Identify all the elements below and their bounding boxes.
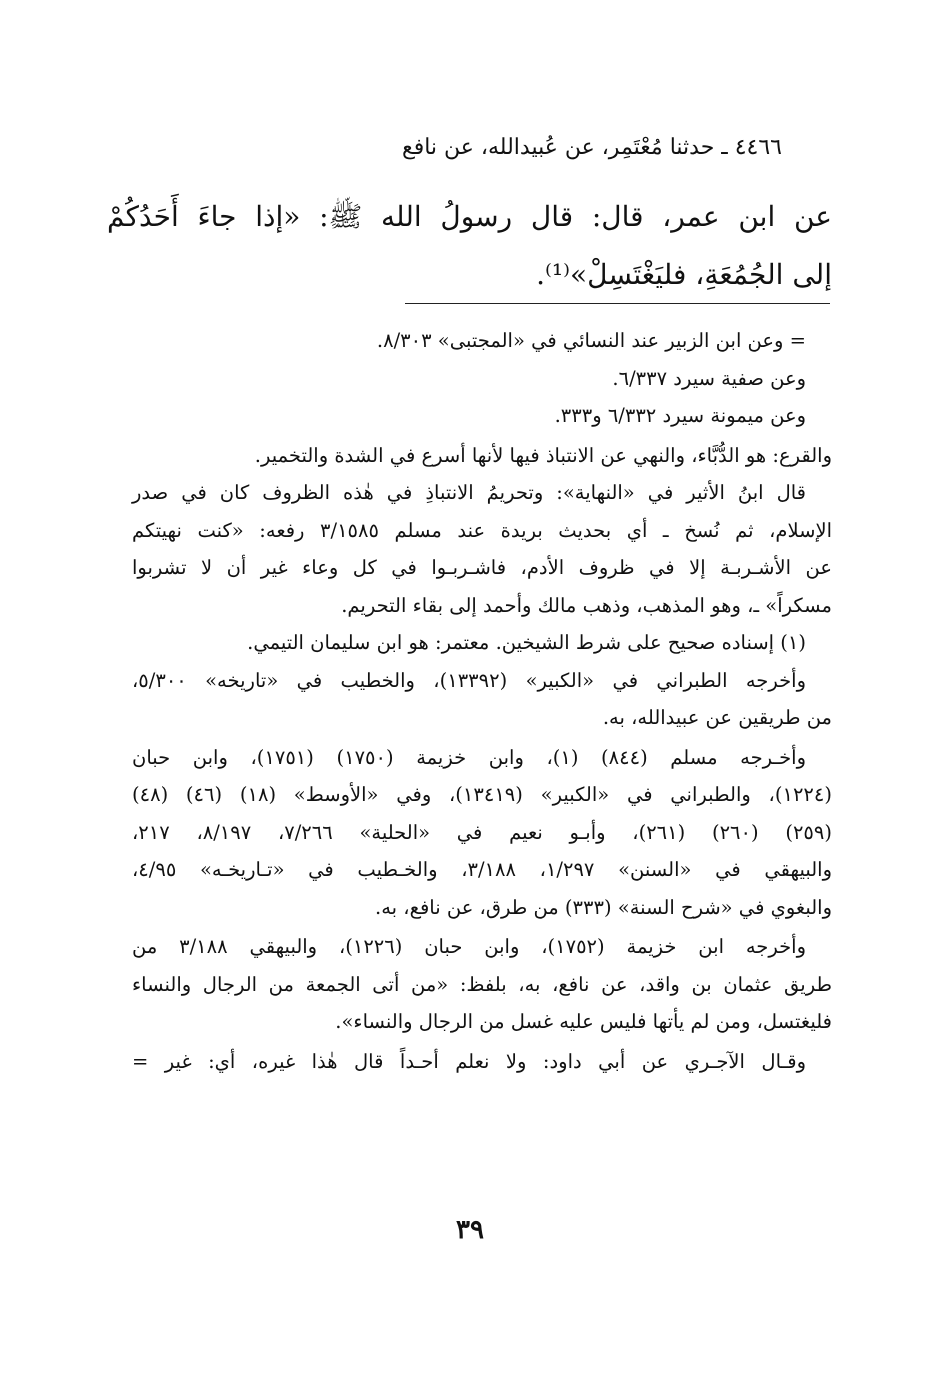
footnote-line: والبيهقي في «السنن» ١/٢٩٧، ٣/١٨٨، والخـطيب في «تـاريخـه» ٤/٩٥، [132,858,832,881]
footnote-line: مسكراً» ـ، وهو المذهب، وذهب مالك وأحمد إلى بقاء التحريم. [341,593,832,617]
footnote-line: وعن ميمونة سيرد ٦/٣٣٢ و٣٣٣. [554,404,806,427]
footnote-line: عن الأشـربـة إلا في ظروف الأدم، فاشـربـوا في كل وعاء غير أن لا تشربوا [132,556,832,579]
footnote-line: طريق عثمان بن واقد، عن نافع، به، بلفظ: «من أتى الجمعة من الرجال والنساء [132,972,832,996]
page-number: ٣٩ [456,1215,484,1245]
footnote-line: والبغوي في «شرح السنة» (٣٣٣) من طرق، عن نافع، به. [375,895,832,919]
footnote-line: وقـال الآجـري عن أبي داود: ولا نعلم أحـداً قال هٰذا غيره، أي: غير = [132,1049,806,1073]
footnote-line: فليغتسل، ومن لم يأتها فليس عليه غسل من الرجال والنساء». [335,1010,832,1033]
footnote-line: وأخـرجه مسلم (٨٤٤) (١)، وابن خزيمة (١٧٥٠) (١٧٥١)، وابن حبان [132,745,807,769]
hadith-text [107,188,832,304]
hadith-line: إلى الجُمُعَةِ، فليَغْتَسِلْ»⁽¹⁾. [536,258,832,291]
hadith-line: عن ابن عمر، قال: قال رسولُ الله ﷺ: «إذا جاءَ أَحَدُكُمْ [107,200,832,233]
footnote-line: وعن صفية سيرد ٦/٣٣٧. [612,366,806,390]
footnote-line: من طريقين عن عبيدالله، به. [602,706,832,729]
footnote-line: والقرع: هو الدُّبَّاء، والنهي عن الانتباذ فيها لأنها أسرع في الشدة والتخمير. [254,443,832,467]
footnote-line: وأخرجه ابن خزيمة (١٧٥٢)، وابن حبان (١٢٢٦)، والبيهقي ٣/١٨٨ من [132,935,806,958]
footnote-line: (١) إسناده صحيح على شرط الشيخين. معتمر: هو ابن سليمان التيمي. [247,631,806,654]
footnote-line: الإسلام، ثم نُسخ ـ أي بحديث بريدة عند مسلم ٣/١٥٨٥ رفعه: «كنت نهيتكم [132,518,833,542]
footnote-line: وأخرجه الطبراني في «الكبير» (١٣٣٩٢)، والخطيب في «تاريخه» ٥/٣٠٠، [132,668,807,692]
footnote-line: = وعن ابن الزبير عند النسائي في «المجتبى» ٨/٣٠٣. [376,329,806,352]
footnote-line: قال ابنُ الأثير في «النهاية»: وتحريمُ الانتباذِ في هٰذه الظروف كان في صدر [132,481,806,504]
footnote-line: (١٢٢٤)، والطبراني في «الكبير» (١٣٤١٩)، وفي «الأوسط» (١٨) (٤٦) (٤٨) [132,783,832,806]
footnote-line: (٢٥٩) (٢٦٠) (٢٦١)، وأبـو نعيم في «الحلية» ٧/٢٦٦، ٨/١٩٧، ٢١٧، [132,820,832,844]
footnote-divider [405,303,830,304]
hadith-header: ٤٤٦٦ ـ حدثنا مُعْتَمِر، عن عُبيدالله، عن نافع [401,135,782,160]
footnotes [132,322,832,1080]
